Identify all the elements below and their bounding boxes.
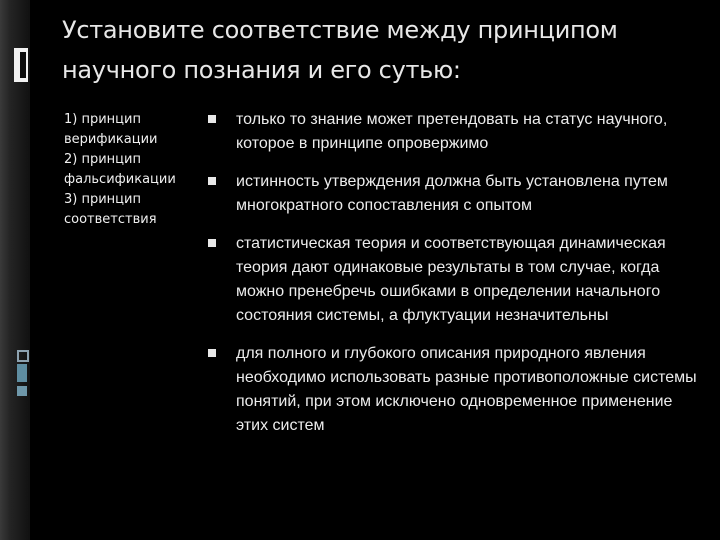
square-bullet-icon xyxy=(208,239,216,247)
definitions-list xyxy=(208,108,706,452)
principles-list xyxy=(64,110,204,230)
decorative-accent-bar xyxy=(17,364,27,382)
definition-item xyxy=(208,170,706,218)
definition-item xyxy=(208,342,706,438)
definition-text: истинность утверждения должна быть установлена путем многократного сопоставления с опытом xyxy=(236,173,668,214)
principle-label: фальсификации xyxy=(64,172,176,187)
definition-text: статистическая теория и соответствующая динамическая теория дают одинаковые результаты в том случае, когда можно пренебречь ошибками в определении начального состояния системы, а флуктуации незначительны xyxy=(236,235,666,324)
square-bullet-icon xyxy=(208,349,216,357)
principle-label: 2) принцип xyxy=(64,152,141,167)
decorative-accent-square xyxy=(17,386,27,396)
definition-item xyxy=(208,232,706,328)
principle-label: соответствия xyxy=(64,212,157,227)
principle-label: 1) принцип xyxy=(64,112,141,127)
square-bullet-icon xyxy=(208,177,216,185)
decorative-bar-inner xyxy=(20,52,26,78)
definition-item xyxy=(208,108,706,156)
slide-title xyxy=(62,10,702,90)
slide-title-line: научного познания и его сутью: xyxy=(62,56,461,84)
definition-text: для полного и глубокого описания природного явления необходимо использовать разные противоположные системы понятий, при этом исключено одновременное применение этих систем xyxy=(236,345,697,434)
principle-label: 3) принцип xyxy=(64,192,141,207)
decorative-square xyxy=(17,350,29,362)
slide-title-line: Установите соответствие между принципом xyxy=(62,16,618,44)
principle-label: верификации xyxy=(64,132,158,147)
definition-text: только то знание может претендовать на статус научного, которое в принципе опровержимо xyxy=(236,111,668,152)
square-bullet-icon xyxy=(208,115,216,123)
